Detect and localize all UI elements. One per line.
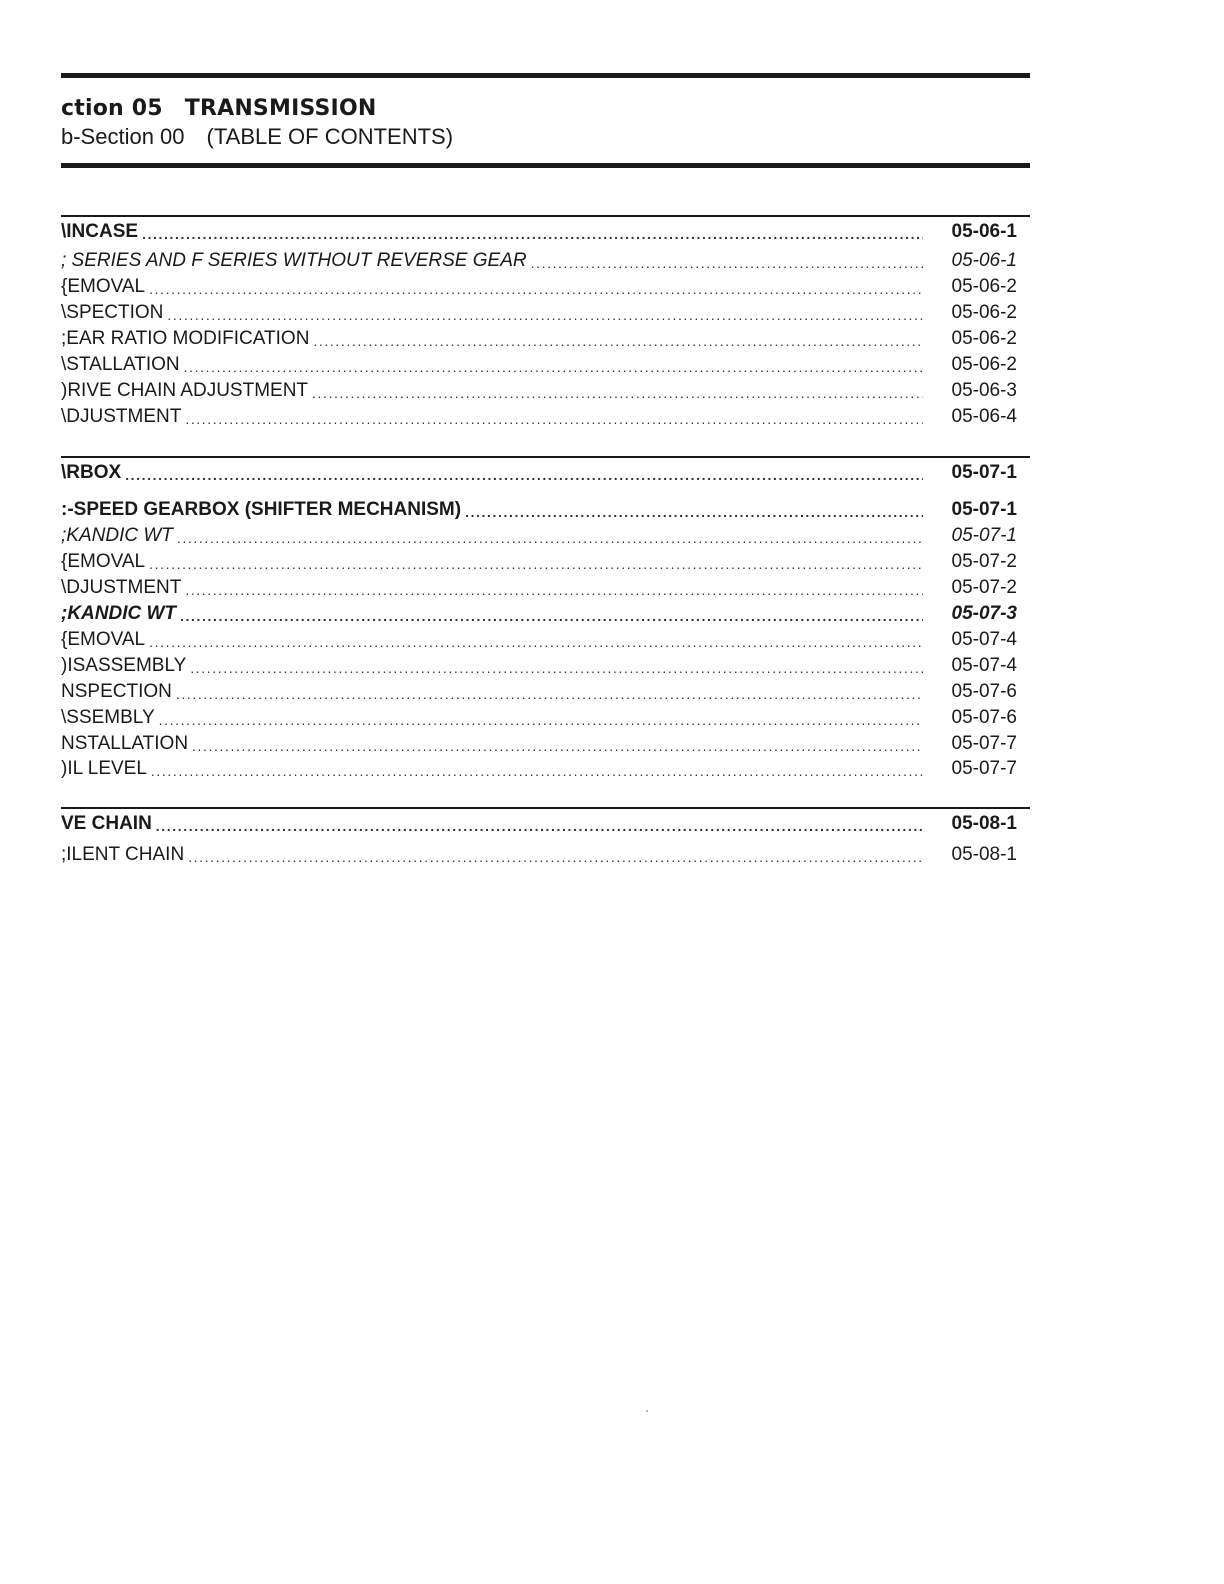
toc-entry-page: 05-07-1	[951, 525, 1017, 546]
group-rule-drive-chain	[61, 807, 1030, 809]
toc-entry-title: NSPECTION	[61, 681, 172, 702]
toc-entry[interactable]	[61, 811, 1017, 837]
toc-entry[interactable]	[61, 756, 1017, 782]
dot-leader	[151, 760, 923, 782]
section-heading	[61, 94, 1030, 124]
toc-entry-title: {EMOVAL	[61, 629, 146, 650]
toc-entry-title: ;EAR RATIO MODIFICATION	[61, 328, 310, 349]
section-header	[61, 94, 1030, 152]
toc-entry[interactable]	[61, 679, 1017, 705]
toc-entry-page: 05-06-2	[951, 276, 1017, 297]
toc-entry-title: \STALLATION	[61, 354, 180, 375]
dot-leader	[465, 501, 923, 523]
dot-leader	[156, 815, 923, 837]
dot-leader	[188, 846, 923, 868]
dot-leader	[167, 304, 923, 326]
section-label: ction 05	[61, 96, 163, 121]
toc-entry-title: ; SERIES AND F SERIES WITHOUT REVERSE GEAR	[61, 250, 527, 271]
section-title: TRANSMISSION	[184, 96, 377, 121]
toc-entry[interactable]	[61, 219, 1017, 245]
toc-entry-page: 05-06-2	[951, 328, 1017, 349]
toc-entry-page: 05-08-1	[951, 844, 1017, 865]
toc-entry-page: 05-07-6	[951, 707, 1017, 728]
toc-entry-title: \SSEMBLY	[61, 707, 155, 728]
toc-entry-page: 05-07-1	[951, 462, 1017, 483]
toc-entry-page: 05-06-1	[951, 250, 1017, 271]
dot-leader	[190, 657, 923, 679]
toc-entry[interactable]	[61, 705, 1017, 731]
toc-entry[interactable]	[61, 404, 1017, 430]
dot-leader	[125, 464, 923, 486]
toc-entry[interactable]	[61, 627, 1017, 653]
toc-entry-title: \SPECTION	[61, 302, 164, 323]
toc-entry-title: :-SPEED GEARBOX (SHIFTER MECHANISM)	[61, 499, 462, 520]
toc-entry-page: 05-06-2	[951, 302, 1017, 323]
toc-entry[interactable]	[61, 653, 1017, 679]
toc-entry-title: \DJUSTMENT	[61, 577, 182, 598]
toc-entry-page: 05-06-3	[951, 380, 1017, 401]
toc-entry[interactable]	[61, 326, 1017, 352]
group-rule-crankcase	[61, 215, 1030, 217]
dot-leader	[142, 223, 923, 245]
toc-entry[interactable]	[61, 497, 1017, 523]
scan-speck	[646, 1410, 648, 1412]
toc-entry[interactable]	[61, 378, 1017, 404]
dot-leader	[149, 631, 923, 653]
dot-leader	[184, 356, 923, 378]
toc-entry[interactable]	[61, 601, 1017, 627]
toc-entry[interactable]	[61, 731, 1017, 757]
toc-entry[interactable]	[61, 460, 1017, 486]
toc-entry-page: 05-07-6	[951, 681, 1017, 702]
toc-entry-page: 05-08-1	[951, 813, 1017, 834]
toc-entry-title: NSTALLATION	[61, 733, 189, 754]
toc-entry[interactable]	[61, 575, 1017, 601]
toc-entry-page: 05-07-3	[951, 603, 1017, 624]
dot-leader	[531, 252, 923, 274]
dot-leader	[312, 382, 923, 404]
toc-entry-page: 05-07-7	[951, 758, 1017, 779]
toc-entry-title: )ISASSEMBLY	[61, 655, 187, 676]
dot-leader	[192, 735, 923, 757]
toc-entry-page: 05-07-4	[951, 629, 1017, 650]
toc-entry-page: 05-07-2	[951, 551, 1017, 572]
toc-entry[interactable]	[61, 523, 1017, 549]
header-top-rule	[61, 73, 1030, 78]
dot-leader	[185, 408, 923, 430]
dot-leader	[185, 579, 923, 601]
toc-entry-title: {EMOVAL	[61, 551, 146, 572]
toc-entry[interactable]	[61, 842, 1017, 868]
dot-leader	[176, 683, 923, 705]
header-bottom-rule	[61, 163, 1030, 168]
toc-entry-page: 05-06-1	[951, 221, 1017, 242]
sub-section-label: b-Section 00	[61, 124, 185, 149]
toc-entry-title: ;KANDIC WT	[61, 525, 173, 546]
toc-entry-title: {EMOVAL	[61, 276, 146, 297]
toc-entry-page: 05-06-4	[951, 406, 1017, 427]
toc-entry-page: 05-07-1	[951, 499, 1017, 520]
toc-entry-title: \INCASE	[61, 221, 139, 242]
toc-entry-title: \DJUSTMENT	[61, 406, 182, 427]
sub-section-heading	[61, 122, 1030, 152]
group-rule-gearbox	[61, 456, 1030, 458]
toc-entry-page: 05-07-4	[951, 655, 1017, 676]
dot-leader	[149, 278, 923, 300]
toc-entry[interactable]	[61, 300, 1017, 326]
toc-entry-page: 05-07-2	[951, 577, 1017, 598]
dot-leader	[313, 330, 923, 352]
toc-entry-page: 05-06-2	[951, 354, 1017, 375]
toc-entry-title: )IL LEVEL	[61, 758, 147, 779]
toc-entry[interactable]	[61, 352, 1017, 378]
toc-entry-title: ;ILENT CHAIN	[61, 844, 185, 865]
toc-entry[interactable]	[61, 549, 1017, 575]
dot-leader	[149, 553, 923, 575]
sub-section-title: (TABLE OF CONTENTS)	[206, 124, 454, 149]
toc-entry[interactable]	[61, 274, 1017, 300]
toc-entry-title: VE CHAIN	[61, 813, 152, 834]
toc-entry[interactable]	[61, 248, 1017, 274]
dot-leader	[159, 709, 923, 731]
dot-leader	[180, 605, 923, 627]
toc-entry-title: \RBOX	[61, 462, 122, 483]
dot-leader	[177, 527, 923, 549]
toc-entry-page: 05-07-7	[951, 733, 1017, 754]
toc-entry-title: )RIVE CHAIN ADJUSTMENT	[61, 380, 309, 401]
toc-entry-title: ;KANDIC WT	[61, 603, 177, 624]
